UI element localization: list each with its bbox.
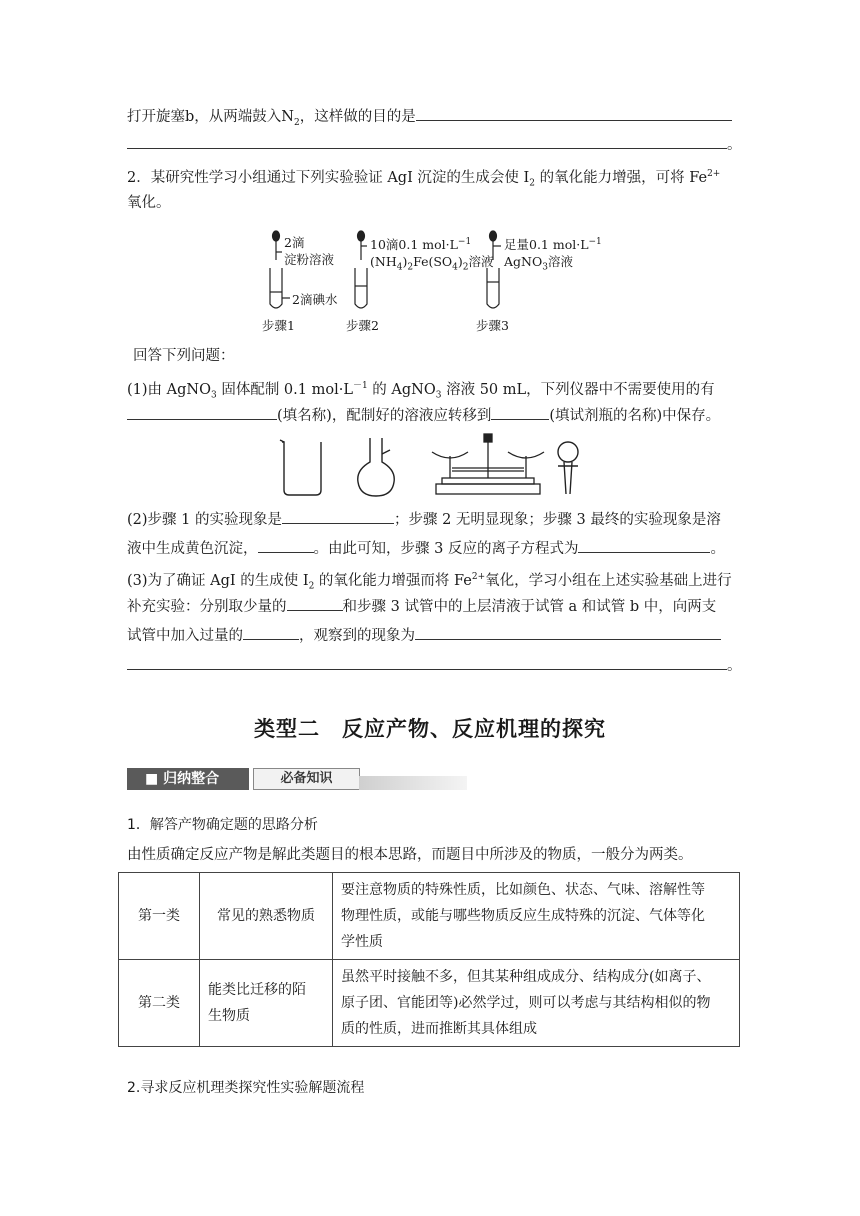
table-row (119, 873, 740, 960)
table-cell-category: 第二类 (119, 960, 200, 1047)
answer-prompt: 回答下列问题： (133, 348, 235, 364)
step3-reagent: 足量0.1 $mol\cdot L^{-1}$ AgNO$_3$溶液 (504, 237, 602, 273)
experiment-figure (262, 228, 602, 336)
answer-blank[interactable] (282, 509, 394, 524)
part2-heading: 2.寻求反应机理类探究性实验解题流程 (127, 1080, 365, 1096)
q2-sub3-line3: 试管中加入过量的 ，观察到的现象为 (127, 625, 721, 646)
instruments-figure (276, 432, 586, 502)
table-row (119, 960, 740, 1047)
q1-line-1: 打开旋塞b，从两端鼓入$N_2$，这样做的目的是 (127, 106, 732, 133)
table-cell-kind: 常见的熟悉物质 (200, 873, 333, 960)
step1-label: 步骤1 (262, 318, 295, 333)
q2-sub2-line2: 液中生成黄色沉淀， 。由此可知，步骤 3 反应的离子方程式为 。 (127, 538, 725, 559)
part1-heading: 1．解答产物确定题的思路分析 (127, 817, 318, 833)
step3-label: 步骤3 (476, 318, 509, 333)
table-cell-desc: 虽然平时接触不多，但其某种组成成分、结构成分(如离子、 原子团、官能团等)必然学过，则可以考虑与其结构相似的物 质的性质，进而推断其具体组成 (333, 960, 740, 1047)
answer-blank[interactable] (415, 625, 721, 640)
q2-sub3-line4: 。 (127, 655, 742, 676)
step1-reagent: 2滴 淀粉溶液 (284, 235, 335, 267)
answer-blank[interactable] (416, 106, 732, 121)
q1-line-2: 。 (127, 134, 742, 155)
q2-intro: 2．某研究性学习小组通过下列实验验证 AgI 沉淀的生成会使 $I_2$ 的氧化能力增强，可将 $Fe^{2+}$ (127, 169, 721, 189)
part1-intro: 由性质确定反应产物是解此类题目的根本思路，而题目中所涉及的物质，一般分为两类。 (127, 847, 693, 863)
table-cell-desc: 要注意物质的特殊性质，比如颜色、状态、气味、溶解性等 物理性质，或能与哪些物质反应生成特殊的沉淀、气体等化 学性质 (333, 873, 740, 960)
q2-intro-2: 氧化。 (127, 195, 171, 211)
table-cell-category: 第一类 (119, 873, 200, 960)
answer-blank[interactable] (491, 405, 549, 420)
separatory-funnel-icon (558, 442, 578, 494)
section-title: 类型二 反应产物、反应机理的探究 (254, 717, 606, 741)
section-banner (127, 766, 467, 794)
test-tube-icon (355, 268, 367, 308)
answer-blank[interactable] (287, 596, 343, 611)
banner-right: 必备知识 (253, 768, 360, 790)
answer-blank[interactable] (578, 538, 710, 553)
answer-blank[interactable] (127, 655, 727, 670)
step2-label: 步骤2 (346, 318, 379, 333)
table-cell-kind: 能类比迁移的陌 生物质 (200, 960, 333, 1047)
answer-blank[interactable] (127, 134, 727, 149)
q2-sub1-line2: (填名称)，配制好的溶液应转移到 (填试剂瓶的名称)中保存。 (127, 405, 720, 426)
q2-sub3-line2: 补充实验：分别取少量的 和步骤 3 试管中的上层清液于试管 a 和试管 b 中，向两支 (127, 596, 716, 617)
answer-blank[interactable] (258, 538, 314, 553)
balance-icon (432, 434, 544, 494)
q2-sub2-line1: (2)步骤 1 的实验现象是 ；步骤 2 无明显现象；步骤 3 最终的实验现象是溶 (127, 509, 721, 530)
q2-sub3-line1: (3)为了确证 AgI 的生成使 $I_2$ 的氧化能力增强而将 $Fe^{2+}$氧化，学习小组在上述实验基础上进行 (127, 572, 732, 592)
step1-tube-label: 2滴碘水 (292, 292, 338, 307)
step2-reagent: 10滴0.1 $mol\cdot L^{-1}$ $(NH_4)_2Fe(SO_4)_2$溶液 (370, 237, 494, 273)
answer-blank[interactable] (243, 625, 299, 640)
volumetric-flask-icon (358, 438, 395, 496)
substance-table (118, 872, 740, 1047)
dropper-icon (273, 231, 283, 260)
banner-left: ■ 归纳整合 (127, 768, 249, 790)
banner-fade (359, 776, 467, 790)
dropper-icon (358, 231, 368, 260)
beaker-icon (280, 440, 321, 495)
answer-blank[interactable] (127, 405, 277, 420)
q2-sub1-line1: (1)由 AgNO$_3$ 固体配制 0.1 $mol\cdot L^{-1}$ 的 AgNO$_3$ 溶液 50 mL，下列仪器中不需要使用的有 (127, 381, 715, 401)
test-tube-icon (270, 268, 290, 308)
